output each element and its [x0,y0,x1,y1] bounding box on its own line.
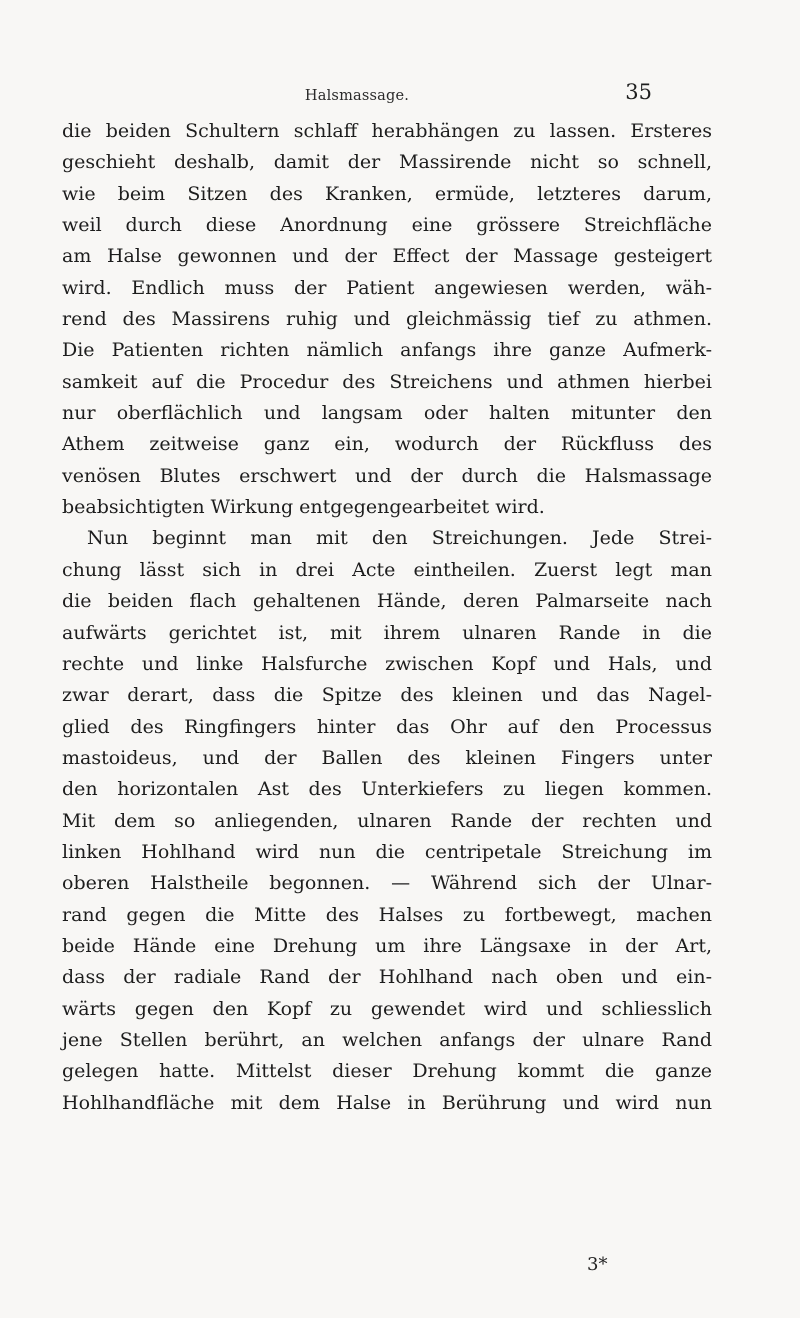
text-line: jene Stellen berührt, an welchen anfangs der ulnare Rand [62,1028,712,1051]
running-title: Halsmassage. [304,88,410,104]
text-line: glied des Ringfingers hinter das Ohr auf den Processus [62,715,712,738]
text-line: Die Patienten richten nämlich anfangs ihre ganze Aufmerk- [62,339,712,362]
text-line: weil durch diese Anordnung eine grössere Streichfläche [62,214,712,237]
text-line: aufwärts gerichtet ist, mit ihrem ulnaren Rande in die [62,621,712,644]
text-line: wie beim Sitzen des Kranken, ermüde, letzteres darum, [62,182,712,205]
text-line: am Halse gewonnen und der Effect der Massage gesteigert [62,245,712,268]
text-line: gelegen hatte. Mittelst dieser Drehung kommt die ganze [62,1060,712,1083]
body-text [62,116,712,1119]
text-line: mastoideus, und der Ballen des kleinen Fingers unter [62,746,712,769]
text-line: wärts gegen den Kopf zu gewendet wird und schliesslich [62,997,712,1020]
text-line: rend des Massirens ruhig und gleichmässig tief zu athmen. [62,308,712,331]
text-line: beide Hände eine Drehung um ihre Längsaxe in der Art, [62,934,712,957]
text-line: die beiden Schultern schlaff herabhängen zu lassen. Ersteres [62,120,712,142]
paragraph-start-line: Nun beginnt man mit den Streichungen. Jede Strei- [87,527,712,550]
text-line: die beiden flach gehaltenen Hände, deren Palmarseite nach [62,590,712,613]
text-line: oberen Halstheile begonnen. — Während sich der Ulnar- [62,872,712,895]
page-number: 35 [625,80,652,104]
text-line: venösen Blutes erschwert und der durch die Halsmassage [62,464,712,487]
text-line: zwar derart, dass die Spitze des kleinen und das Nagel- [62,684,712,707]
text-line: geschieht deshalb, damit der Massirende nicht so schnell, [62,151,712,174]
printer-signature: 3* [587,1254,608,1275]
text-line: samkeit auf die Procedur des Streichens und athmen hierbei [62,370,712,393]
text-line: wird. Endlich muss der Patient angewiesen werden, wäh- [62,276,712,299]
text-line: Hohlhandfläche mit dem Halse in Berührung und wird nun [62,1091,712,1114]
text-line: Mit dem so anliegenden, ulnaren Rande der rechten und [62,809,712,832]
text-line: dass der radiale Rand der Hohlhand nach oben und ein- [62,966,712,989]
text-line: Athem zeitweise ganz ein, wodurch der Rückfluss des [62,433,712,456]
paragraph-end-line: beabsichtigten Wirkung entgegengearbeitet wird. [62,496,545,519]
text-line: chung lässt sich in drei Acte eintheilen. Zuerst legt man [62,558,712,581]
text-line: linken Hohlhand wird nun die centripetale Streichung im [62,840,712,863]
text-line: rechte und linke Halsfurche zwischen Kopf und Hals, und [62,652,712,675]
text-line: rand gegen die Mitte des Halses zu fortbewegt, machen [62,903,712,926]
text-line: nur oberflächlich und langsam oder halten mitunter den [62,402,712,425]
text-line: den horizontalen Ast des Unterkiefers zu liegen kommen. [62,778,712,801]
